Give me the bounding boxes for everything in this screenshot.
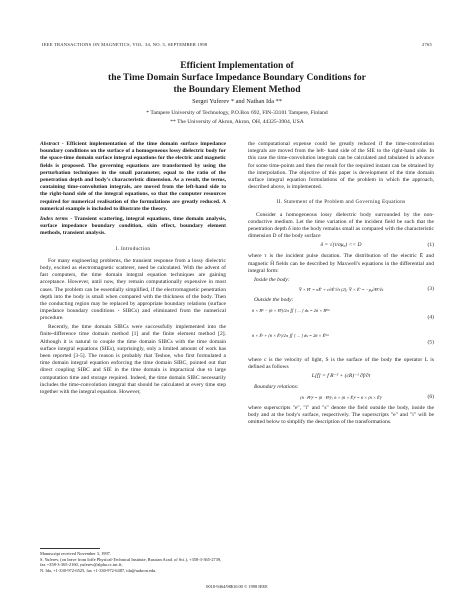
equation-6-body: (n̄ · H̄ᶦ)ᵉ = (n̄ · H̄ᶦ)ᶦ; n̄ × (n̄ × Ē)ᵉ = n̄ × (n̄ × Ē)ᶦ (300, 394, 382, 400)
index-terms (40, 216, 226, 238)
boundary-relations-label: Boundary relations: (254, 384, 299, 391)
index-terms-label: Index terms (40, 216, 69, 223)
journal-citation: IEEE TRANSACTIONS ON MAGNETICS, VOL. 34, NO. 5, SEPTEMBER 1998 (42, 42, 208, 47)
footnote-rule (40, 548, 100, 549)
affiliation-1: * Tampere University of Technology, P.O.Box 692, FIN-33101 Tampere, Finland (146, 110, 328, 116)
title-line-1: Efficient Implementation of (180, 60, 294, 71)
equation-5 (248, 332, 434, 354)
equation-5-body: n̄ × Ēᵉ + (n̄ × Ēᵉ)/2π ∬ [ ... ] ds = 2n̄ × Ēⁱⁿᶜ (252, 332, 329, 338)
page-number: 2765 (422, 42, 432, 47)
outside-body-label: Outside the body: (254, 296, 294, 303)
equation-5-number: (5) (427, 339, 434, 346)
affiliation-2: ** The University of Akron, Akron, OH, 44325-3904, USA (170, 119, 304, 125)
footnote-line-1: Manuscript received November 3, 1997. (40, 551, 111, 556)
footnote-line-3: N. Ida, +1-330-972-6525, fax +1-330-972-6487, ida@uakron.edu. (40, 567, 157, 573)
abstract-text: - Efficient implementation of the time domain surface impedance boundary conditions on the surface of a homogeneous lossy dielectric body for the space-time domain surface integral equations for the electric and magnetic fields is proposed. The governing equations are transformed by using the perturbation techniques in the small parameter, equal to the ratio of the penetration depth and body's characteristic dimension. As a result, the terms, containing time-convolution integrals, are moved from the left-hand side to the right-hand side of the integral equations, so that the computer resources required for numerical realisation of the formulations are greatly reduced. A numerical example is included to illustrate the theory. (40, 141, 226, 212)
equation-1 (248, 242, 434, 251)
equation-4 (248, 307, 434, 329)
abstract-label: Abstract (40, 141, 60, 147)
running-header (42, 42, 432, 47)
section-2-paragraph-2: where τ is the incident pulse duration. The distribution of the electric Ē and magnetic H̄ fields can be described by Maxwell's equations in the differential and integral form: (248, 253, 434, 274)
title-line-3: the Boundary Element Method (173, 84, 301, 96)
footnote-line-2: S. Yuferev, (on leave from Ioffe Physical-Technical Institute, Russian Acad. of Sci.), +358-3-365-2739, fax +358-3-365-2160, yuferev@alpha.cc.tut.fi; (40, 556, 222, 568)
section-2-paragraph-1: Consider a homogeneous lossy dielectric body surrounded by the non-conductive medium. Let the time variation of the incident field be such that the penetration depth δ into the body remains small as compared with the characteristic dimension D of the body surface (248, 211, 434, 240)
left-column (40, 141, 226, 398)
equation-4-number: (4) (427, 314, 434, 321)
equation-2-3-body: ∇ × H̄' = σĒ' + εᶦ∂Ē'/∂t (2); ∇ × Ē' = −μ₀∂H̄'/∂t (298, 286, 384, 292)
section-2-paragraph-4: where superscripts "e", "i" and "s" denote the field outside the body, inside the body and at the body's surface, respectively. The superscripts "e" and "i" will be omitted below to simplify the description of the transformations. (248, 404, 434, 425)
paper-title (40, 60, 434, 97)
footnote (40, 548, 226, 573)
abstract (40, 141, 226, 213)
intro-continuation: the computational expense could be greatly reduced if the time-convolution integrals are moved from the left- hand side of the SIE to the right-hand side. In this case the time-convolution integrals can be calculated and tabulated in advance for some time-points and then the result for the required instant can be obtained by the interpolation. The objective of this paper is development of the time domain surface integral equation formulations of the problem in which the approach, described above, is implemented. (248, 141, 434, 191)
section-1-heading: I. Introduction (115, 245, 151, 252)
equation-2-3 (248, 286, 434, 295)
author-list: Sergei Yuferev * and Nathan Ida ** (192, 98, 282, 105)
equation-1-body: δ = √(τ/σμ₀) << D (320, 242, 362, 249)
equation-6 (248, 394, 434, 403)
operator-l-body: L[f] = f R⁻³ + (cR)⁻¹ ∂f/∂t (311, 373, 371, 380)
equation-6-number: (6) (427, 393, 434, 400)
operator-l-definition (248, 373, 434, 382)
inside-body-label: Inside the body: (254, 276, 290, 283)
title-line-2: the Time Domain Surface Impedance Boundary Conditions for (108, 72, 366, 84)
equation-1-number: (1) (427, 242, 434, 249)
intro-paragraph-2: Recently, the time domain SIBCs were successfully implemented into the finite-difference time domain method [1] and the finite element method [2]. Although it is natural to couple the time domain SIBCs with the time domain surface integral equations (SIEs), surprisingly, only a limited amount of work has been reported [3-5]. The reason is probably that Teshoe, who first formulated a time domain integral equation enforcing the time domain SIBC, pointed out that direct coupling SIBC and SIE in the time domain is impractical due to large computation time and storage required. Indeed, the time domain SIBC necessarily includes the time-convolution integral that should be calculated at every time step together with the integral equation. However, (40, 324, 226, 395)
index-terms-text: - Transient scattering, integral equations, time domain analysis, surface impedance boundary condition, skin effect, boundary element methods, transient analysis. (40, 216, 226, 237)
intro-paragraph-1: For many engineering problems, the transient response from a lossy dielectric body, excited as electromagnetic scatterer, need be calculated. With the advent of fast computers, the time domain integral equation techniques are gaining acceptance. However, until now, they remain computationally expensive in most cases. The problem can be essentially simplified, if the electromagnetic penetration depth into the body is small when compared with the thickness of the body. Then the conducting region may be replaced by appropriate boundary relations (surface impedance boundary conditions - SIBCs) and eliminated from the numerical procedure. (40, 257, 226, 322)
section-2-paragraph-3: where c is the velocity of light, S is the surface of the body the operator L is defined as follows (248, 356, 434, 371)
section-2-heading: II. Statement of the Problem and Governing Equations (276, 199, 406, 206)
right-column (248, 141, 434, 428)
equation-4-body: n̄ × H̄ᵉ − (n̄ × H̄ⁱ)/2π ∬ [ ... ] ds = 2n̄ × H̄ⁱⁿᶜ (252, 307, 330, 313)
copyright-line: 0018-9464/98$10.00 © 1998 IEEE (206, 584, 268, 589)
equation-3-number: (3) (427, 285, 434, 292)
